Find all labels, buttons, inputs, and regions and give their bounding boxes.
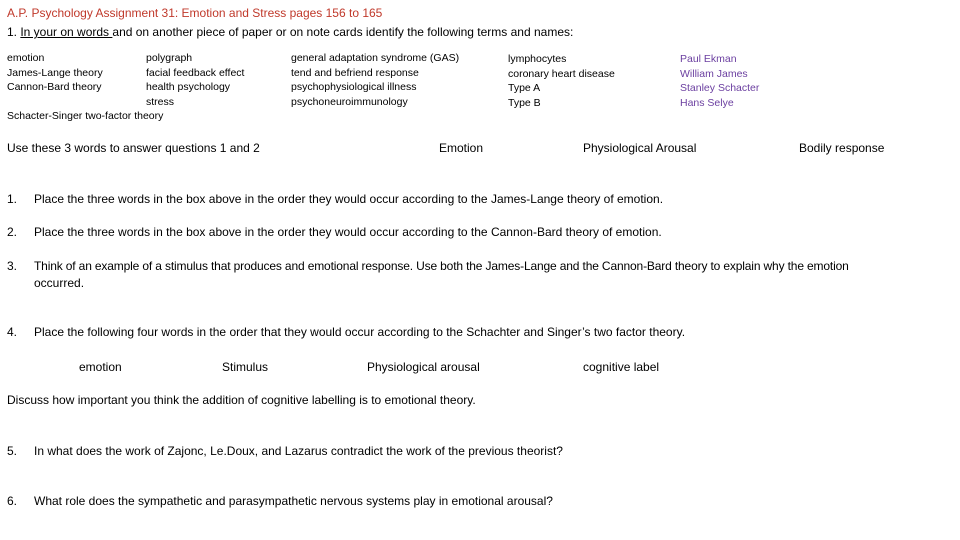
- question-text: Place the three words in the box above in the order they would occur according to the Cannon-Bard theory of emotion.: [34, 225, 662, 239]
- discuss-prompt: Discuss how important you think the addition of cognitive labelling is to emotional theory.: [7, 393, 476, 407]
- person-name: William James: [680, 67, 748, 80]
- term: coronary heart disease: [508, 67, 615, 80]
- box-word: Emotion: [439, 141, 484, 155]
- question-number: 3.: [7, 259, 18, 273]
- person-name: Paul Ekman: [680, 53, 737, 65]
- question-text: Place the following four words in the order that they would occur according to the Schachter and Singer’s two factor theory.: [34, 325, 686, 339]
- question-text: In what does the work of Zajonc, Le.Doux, and Lazarus contradict the work of the previous theorist?: [34, 444, 563, 458]
- box-word: Physiological Arousal: [583, 141, 697, 155]
- term: psychoneuroimmunology: [291, 95, 408, 108]
- term: health psychology: [146, 81, 231, 93]
- instruction-text: and on another piece of paper or on note cards identify the following terms and names:: [112, 25, 574, 39]
- term: James-Lange theory: [7, 66, 103, 79]
- terms-column-2: [146, 51, 244, 109]
- question-number: 4.: [7, 325, 18, 339]
- instruction-number: 1.: [7, 25, 21, 39]
- question-text: Think of an example of a stimulus that produces and emotional response. Use both the James-Lange and the Cannon-Bard theory to explain why the emotion: [34, 259, 849, 273]
- term: emotion: [7, 52, 45, 64]
- question-number: 6.: [7, 494, 18, 508]
- person-name: Stanley Schacter: [680, 82, 760, 94]
- term: Type A: [508, 82, 541, 94]
- term: facial feedback effect: [146, 66, 245, 79]
- term: Schacter-Singer two-factor theory: [7, 110, 164, 122]
- question-number: 2.: [7, 225, 18, 239]
- person-name: Hans Selye: [680, 96, 734, 109]
- term: Cannon-Bard theory: [7, 81, 102, 93]
- assignment-title: A.P. Psychology Assignment 31: Emotion and Stress pages 156 to 165: [7, 6, 383, 20]
- schachter-word: cognitive label: [583, 360, 660, 374]
- question-number: 5.: [7, 444, 18, 458]
- term: general adaptation syndrome (GAS): [291, 52, 460, 64]
- instruction-line: [7, 25, 573, 39]
- question-text-continued: occurred.: [34, 276, 85, 290]
- box-prompt: Use these 3 words to answer questions 1 and 2: [7, 141, 260, 155]
- term: Type B: [508, 96, 541, 109]
- instruction-underlined: In your on words: [20, 25, 113, 39]
- schachter-word: Stimulus: [222, 360, 269, 374]
- schachter-word: emotion: [79, 360, 122, 374]
- schachter-word: Physiological arousal: [367, 360, 480, 374]
- question-number: 1.: [7, 192, 18, 206]
- terms-column-3: [291, 51, 459, 109]
- term: psychophysiological illness: [291, 81, 417, 93]
- question-text: What role does the sympathetic and parasympathetic nervous systems play in emotional arousal?: [34, 494, 553, 508]
- term: [7, 95, 163, 110]
- terms-column-4: [508, 52, 615, 110]
- question-text: Place the three words in the box above in the order they would occur according to the James-Lange theory of emotion.: [34, 192, 664, 206]
- terms-column-1: [7, 51, 163, 124]
- term: tend and befriend response: [291, 66, 419, 79]
- people-column: [680, 52, 759, 110]
- term: lymphocytes: [508, 53, 567, 65]
- box-word: Bodily response: [799, 141, 885, 155]
- term: polygraph: [146, 52, 193, 64]
- term: stress: [146, 95, 175, 108]
